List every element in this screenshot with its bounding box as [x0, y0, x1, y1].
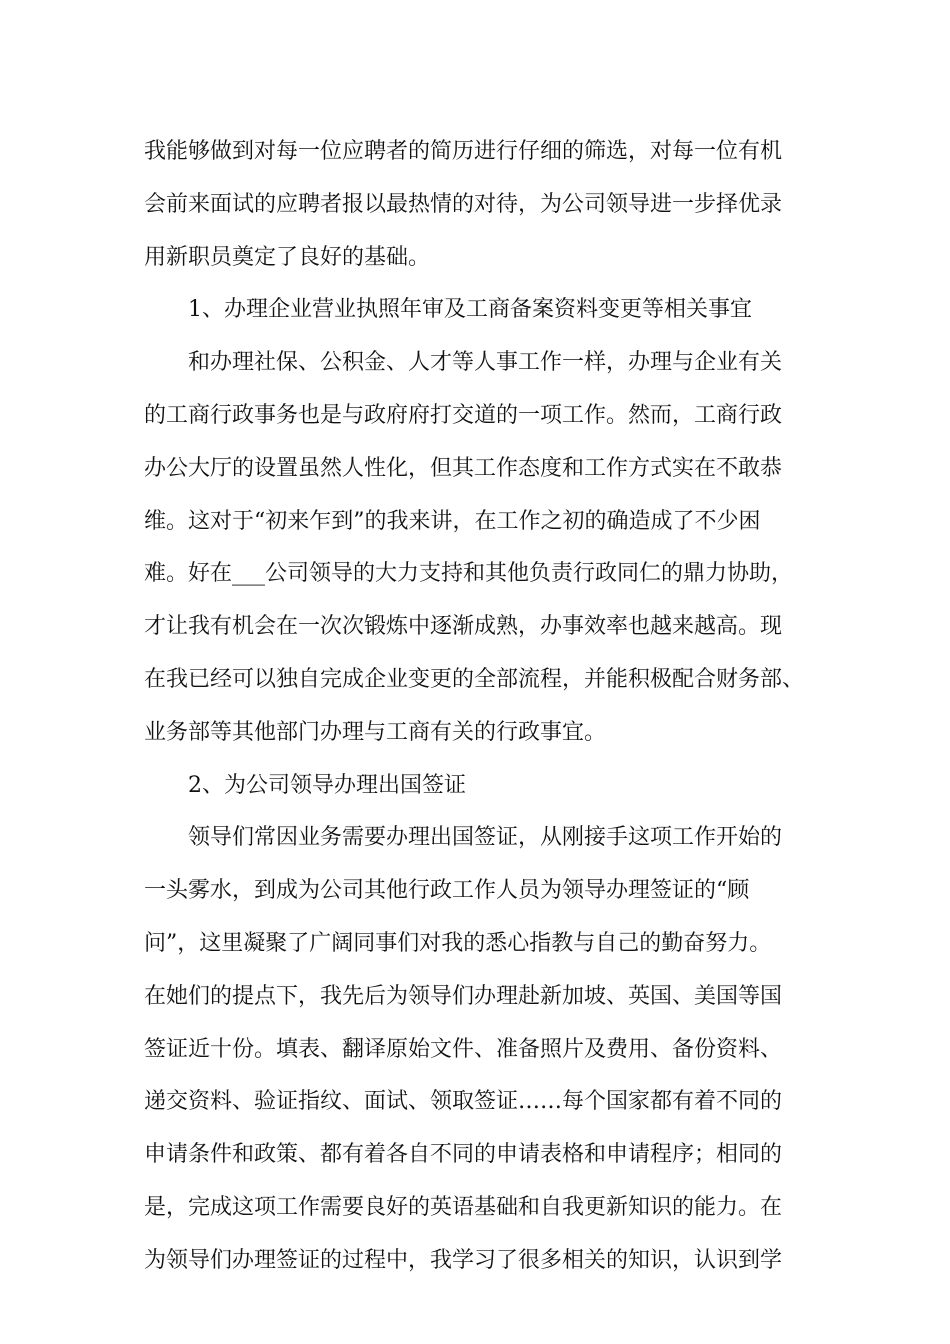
text-line: 才让我有机会在一次次锻炼中逐渐成熟，办事效率也越来越高。现 — [144, 614, 783, 640]
text-line: 维。这对于“初来乍到”的我来讲，在工作之初的确造成了不少困 — [144, 508, 761, 534]
text-line: 会前来面试的应聘者报以最热情的对待，为公司领导进一步择优录 — [144, 191, 783, 217]
text-line: 在她们的提点下，我先后为领导们办理赴新加坡、英国、美国等国 — [144, 983, 783, 1009]
text-line: 问”，这里凝聚了广阔同事们对我的悉心指教与自己的勤奋努力。 — [144, 930, 772, 956]
text-line: 难。好在___公司领导的大力支持和其他负责行政同仁的鼎力协助， — [144, 561, 794, 587]
text-line: 签证近十份。填表、翻译原始文件、准备照片及费用、备份资料、 — [144, 1036, 783, 1062]
text-line: 递交资料、验证指纹、面试、领取签证……每个国家都有着不同的 — [144, 1089, 783, 1115]
text-line: 在我已经可以独自完成企业变更的全部流程，并能积极配合财务部、 — [144, 666, 805, 692]
text-line: 为领导们办理签证的过程中，我学习了很多相关的知识，认识到学 — [144, 1247, 783, 1273]
text-line: 的工商行政事务也是与政府府打交道的一项工作。然而，工商行政 — [144, 402, 783, 428]
text-line: 办公大厅的设置虽然人性化，但其工作态度和工作方式实在不敢恭 — [144, 455, 783, 481]
text-line: 我能够做到对每一位应聘者的简历进行仔细的筛选，对每一位有机 — [144, 139, 783, 164]
paragraph-start-line: 和办理社保、公积金、人才等人事工作一样，办理与企业有关 — [188, 350, 783, 376]
paragraph-start-line: 领导们常因业务需要办理出国签证，从刚接手这项工作开始的 — [188, 825, 783, 851]
text-line: 是，完成这项工作需要良好的英语基础和自我更新知识的能力。在 — [144, 1194, 783, 1220]
text-line: 一头雾水，到成为公司其他行政工作人员为领导办理签证的“顾 — [144, 878, 750, 904]
document-body — [144, 126, 806, 1288]
text-line: 申请条件和政策、都有着各自不同的申请表格和申请程序；相同的 — [144, 1142, 783, 1168]
text-line: 业务部等其他部门办理与工商有关的行政事宜。 — [144, 719, 607, 745]
section-heading: 1、办理企业营业执照年审及工商备案资料变更等相关事宜 — [188, 297, 752, 323]
text-line: 用新职员奠定了良好的基础。 — [144, 244, 431, 270]
section-heading: 2、为公司领导办理出国签证 — [188, 772, 466, 798]
